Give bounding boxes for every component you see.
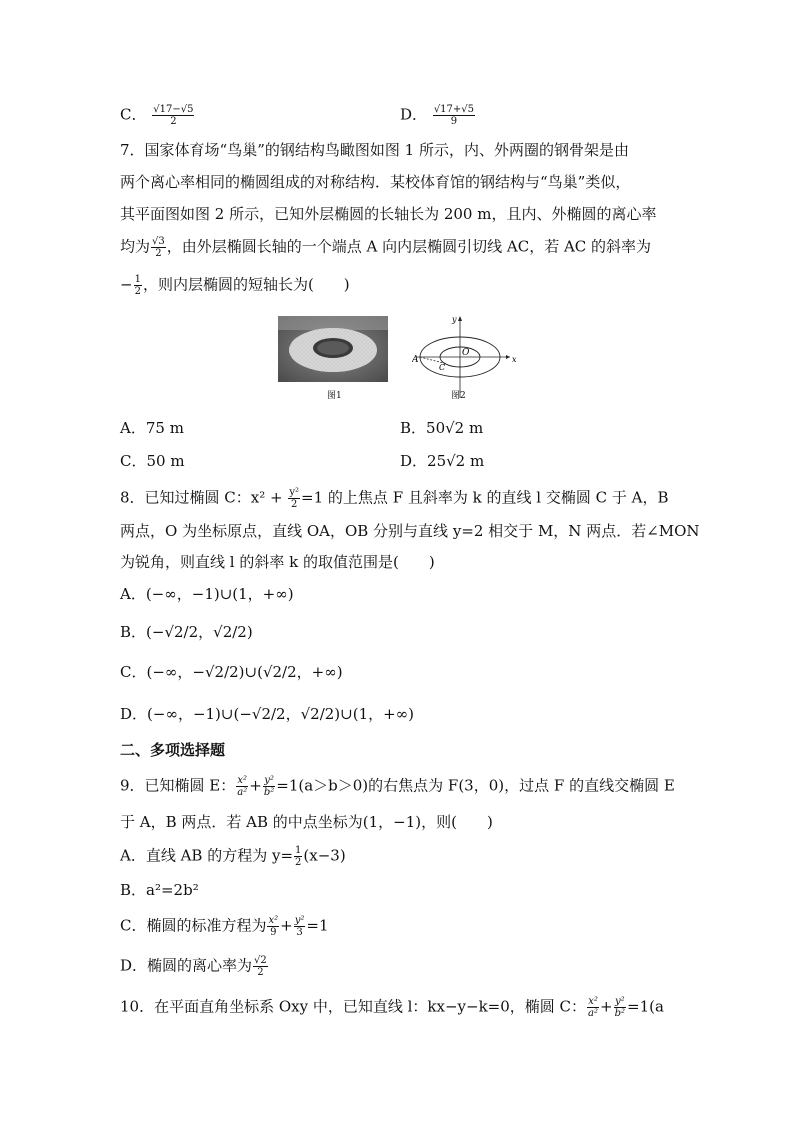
fraction: $\frac{\text{y²}}{\text{b²}}$ bbox=[614, 996, 626, 1019]
numerator: √17+√5 bbox=[433, 104, 475, 115]
text: ，由外层椭圆长轴的一个端点 A 向内层椭圆引切线 AC，若 AC 的斜率为 bbox=[166, 237, 652, 256]
point-a-label: A bbox=[412, 355, 419, 365]
q7-choice-a: A．75 m bbox=[120, 419, 184, 437]
q8-choice-d bbox=[120, 704, 414, 724]
q8-choice-a: A．(−∞，−1)∪(1，+∞) bbox=[120, 585, 294, 603]
text: 10．在平面直角坐标系 Oxy 中，已知直线 l：kx−y−k=0，椭圆 C： bbox=[120, 997, 587, 1016]
fraction bbox=[151, 236, 166, 259]
fraction: $\frac{\text{y²}}{\text{b²}}$ bbox=[263, 775, 275, 798]
fraction: $\frac{\text{x²}}{9}$ bbox=[268, 915, 279, 938]
choice-label: C． bbox=[120, 663, 147, 681]
text: =1(a bbox=[627, 997, 664, 1016]
text: =1 bbox=[306, 916, 329, 935]
text: C．椭圆的标准方程为 bbox=[120, 916, 267, 935]
denominator: 2 bbox=[291, 499, 298, 510]
q6-choice-c bbox=[120, 104, 195, 127]
figure-1-caption: 图1 bbox=[327, 391, 342, 401]
q7-choice-c: C．50 m bbox=[120, 452, 185, 470]
choice-content: (−∞，−√2/2)∪(√2/2，+∞) bbox=[146, 663, 343, 681]
text: 8．已知过椭圆 C：x² + bbox=[120, 488, 288, 507]
fraction bbox=[134, 274, 142, 297]
numerator: √3 bbox=[152, 236, 165, 247]
q9-choice-d bbox=[120, 955, 269, 978]
figure-2-ellipse-diagram bbox=[412, 312, 522, 400]
q8-line-2: 两点，O 为坐标原点，直线 OA，OB 分别与直线 y=2 相交于 M，N 两点．若∠MON bbox=[120, 522, 700, 540]
fraction: $\frac{√2}{2}$ bbox=[254, 955, 267, 978]
text: =1 的上焦点 F 且斜率为 k 的直线 l 交椭圆 C 于 A，B bbox=[301, 488, 669, 507]
text: (x−3) bbox=[303, 846, 346, 865]
section-heading-multiple-choice: 二、多项选择题 bbox=[120, 741, 226, 759]
q7-line-3: 其平面图如图 2 所示，已知外层椭圆的长轴长为 200 m，且内、外椭圆的离心率 bbox=[120, 205, 657, 223]
q7-line-2: 两个离心率相同的椭圆组成的对称结构．某校体育馆的钢结构与“鸟巢”类似， bbox=[120, 173, 631, 191]
q9-choice-c: C．椭圆的标准方程为 $\frac{\text{x²}}{9}$ + $\frac{\text{y²}}{3}$ =1 bbox=[120, 915, 329, 938]
y-axis-arrow-icon bbox=[458, 316, 462, 321]
fraction bbox=[152, 104, 194, 127]
origin-label: O bbox=[462, 348, 470, 358]
q7-line-5 bbox=[120, 274, 350, 297]
q8-line-3: 为锐角，则直线 l 的斜率 k 的取值范围是( ) bbox=[120, 553, 435, 571]
q7-line-4 bbox=[120, 236, 651, 259]
y-axis-label: y bbox=[452, 315, 457, 324]
denominator: 2 bbox=[170, 116, 177, 127]
choice-label: C． bbox=[120, 105, 147, 124]
choice-label: D． bbox=[400, 105, 428, 124]
stadium-photo-image bbox=[278, 316, 388, 382]
text: A．直线 AB 的方程为 y= bbox=[120, 846, 294, 865]
numerator: y² bbox=[289, 487, 300, 498]
choice-content: (−√2/2，√2/2) bbox=[146, 623, 253, 641]
q10-line-1: 10．在平面直角坐标系 Oxy 中，已知直线 l：kx−y−k=0，椭圆 C： $\frac{\text{x²}}{\text{a²}}$ + $\frac{\text{y²}}{\text{b²}}$ =1(a bbox=[120, 996, 664, 1019]
choice-label: D． bbox=[120, 705, 148, 723]
q9-line-1: 9．已知椭圆 E： $\frac{\text{x²}}{\text{a²}}$ + $\frac{\text{y²}}{\text{b²}}$ =1(a＞b＞0)的右焦点为 F(3，0)，过点 F 的直线交椭圆 E bbox=[120, 775, 675, 798]
q7-choice-b: B．50√2 m bbox=[400, 419, 484, 437]
choice-label: B． bbox=[120, 623, 147, 641]
q7-line-1: 7．国家体育场“鸟巢”的钢结构鸟瞰图如图 1 所示，内、外两圈的钢骨架是由 bbox=[120, 141, 629, 159]
q8-choice-b bbox=[120, 622, 253, 642]
fraction: $\frac{1}{2}$ bbox=[295, 845, 302, 868]
point-c-label: C bbox=[439, 363, 446, 372]
text: − bbox=[120, 275, 133, 294]
text: 均为 bbox=[120, 237, 151, 256]
numerator: 1 bbox=[134, 274, 141, 285]
x-axis-arrow-icon bbox=[506, 355, 510, 359]
fraction bbox=[433, 104, 475, 127]
q7-choice-d: D．25√2 m bbox=[400, 452, 485, 470]
x-axis-label: x bbox=[512, 355, 517, 364]
q9-choice-a bbox=[120, 845, 346, 868]
text: 9．已知椭圆 E： bbox=[120, 776, 236, 795]
choice-content: (−∞，−1)∪(−√2/2，√2/2)∪(1，+∞) bbox=[147, 705, 415, 723]
figure-1-stadium-photo bbox=[278, 316, 388, 382]
denominator: 9 bbox=[450, 116, 458, 127]
q8-choice-c bbox=[120, 662, 343, 682]
fraction bbox=[288, 487, 300, 510]
q6-choice-d bbox=[400, 104, 476, 127]
figure-2-caption: 图2 bbox=[451, 391, 466, 401]
text: ，则内层椭圆的短轴长为( ) bbox=[142, 275, 350, 294]
denominator: 2 bbox=[155, 248, 162, 259]
q9-choice-b: B．a²=2b² bbox=[120, 881, 199, 899]
ellipse-diagram-svg bbox=[412, 312, 522, 400]
q9-line-2: 于 A，B 两点．若 AB 的中点坐标为(1，−1)，则( ) bbox=[120, 813, 493, 831]
numerator: √17−√5 bbox=[153, 104, 194, 115]
fraction: $\frac{\text{x²}}{\text{a²}}$ bbox=[588, 996, 599, 1019]
fraction: $\frac{\text{x²}}{\text{a²}}$ bbox=[237, 775, 248, 798]
q8-line-1 bbox=[120, 487, 668, 510]
fraction: $\frac{\text{y²}}{3}$ bbox=[294, 915, 305, 938]
text: D．椭圆的离心率为 bbox=[120, 956, 253, 975]
denominator: 2 bbox=[134, 286, 141, 297]
text: =1(a＞b＞0)的右焦点为 F(3，0)，过点 F 的直线交椭圆 E bbox=[276, 776, 675, 795]
